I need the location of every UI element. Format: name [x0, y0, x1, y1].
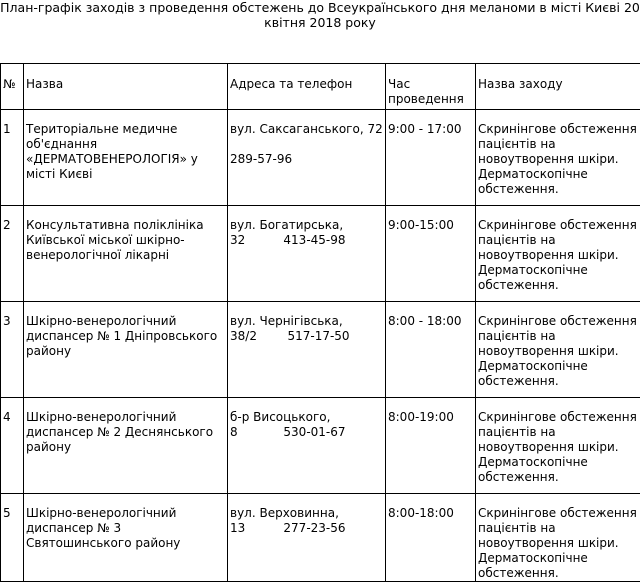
page-title	[0, 0, 640, 30]
row-event-line: пацієнтів на	[478, 521, 556, 535]
row-name-line: венерологічної лікарні	[26, 248, 170, 262]
row-name-line: диспансер № 2 Деснянського	[26, 425, 214, 439]
row-address	[228, 206, 386, 302]
row-address-street: вул. Чернігівська,	[230, 314, 343, 328]
row-address	[228, 494, 386, 582]
row-address-phone: 8 530-01-67	[230, 425, 346, 439]
row-name-line: об'єднання	[26, 137, 98, 151]
header-time	[386, 64, 476, 110]
row-name	[24, 494, 228, 582]
row-address-street: вул. Верховинна,	[230, 506, 339, 520]
table-row	[1, 110, 640, 206]
row-event-line: обстеження.	[478, 182, 559, 196]
header-time-line-2: проведення	[388, 92, 464, 106]
header-num: №	[1, 64, 24, 110]
row-event-line: обстеження.	[478, 278, 559, 292]
row-name-line: Шкірно-венерологічний	[26, 314, 177, 328]
row-name-line: району	[26, 344, 72, 358]
row-num: 4	[1, 398, 24, 494]
header-event: Назва заходу	[476, 64, 640, 110]
row-event-line: Дерматоскопічне	[478, 359, 588, 373]
row-event-line: новоутворення шкіри.	[478, 152, 619, 166]
page-title-line-1: План-графік заходів з проведення обстежень до Всеукраїнського дня меланоми в місті Києві 20	[0, 0, 640, 15]
row-time: 8:00-18:00	[386, 494, 476, 582]
table-row	[1, 398, 640, 494]
row-event-line: пацієнтів на	[478, 233, 556, 247]
row-event-line: пацієнтів на	[478, 425, 556, 439]
row-event-line: Скринінгове обстеження	[478, 506, 637, 520]
header-time-line-1: Час	[388, 77, 411, 91]
row-name-line: Консультативна поліклініка	[26, 218, 204, 232]
table-body	[1, 110, 640, 582]
row-event	[476, 110, 640, 206]
row-event-line: новоутворення шкіри.	[478, 248, 619, 262]
row-name-line: «ДЕРМАТОВЕНЕРОЛОГІЯ» у	[26, 152, 198, 166]
row-name	[24, 302, 228, 398]
row-event	[476, 494, 640, 582]
row-event-line: пацієнтів на	[478, 137, 556, 151]
header-address: Адреса та телефон	[228, 64, 386, 110]
schedule-table	[0, 63, 640, 582]
row-event-line: Дерматоскопічне	[478, 455, 588, 469]
row-address	[228, 110, 386, 206]
row-address	[228, 398, 386, 494]
row-address	[228, 302, 386, 398]
row-address-phone: 32 413-45-98	[230, 233, 346, 247]
row-event-line: Скринінгове обстеження	[478, 314, 637, 328]
row-name	[24, 206, 228, 302]
row-event-line: Дерматоскопічне	[478, 167, 588, 181]
row-address-phone: 13 277-23-56	[230, 521, 346, 535]
table-header-row	[1, 64, 640, 110]
row-address-street: вул. Саксаганського, 72	[230, 122, 383, 136]
row-num: 1	[1, 110, 24, 206]
row-event-line: обстеження.	[478, 470, 559, 484]
row-name-line: Шкірно-венерологічний	[26, 410, 177, 424]
row-event	[476, 302, 640, 398]
row-event-line: Скринінгове обстеження	[478, 122, 637, 136]
row-name-line: диспансер № 1 Дніпровського	[26, 329, 218, 343]
row-event-line: новоутворення шкіри.	[478, 440, 619, 454]
table-row	[1, 302, 640, 398]
row-address-gap	[230, 137, 385, 152]
row-name-line: Шкірно-венерологічний	[26, 506, 177, 520]
row-event-line: Дерматоскопічне	[478, 551, 588, 565]
page-title-line-2: квітня 2018 року	[264, 15, 376, 30]
row-name-line: району	[26, 440, 72, 454]
row-event-line: обстеження.	[478, 566, 559, 580]
row-event	[476, 206, 640, 302]
row-time: 8:00-19:00	[386, 398, 476, 494]
row-name	[24, 110, 228, 206]
row-name	[24, 398, 228, 494]
row-name-line: Святошинського району	[26, 536, 181, 550]
header-name: Назва	[24, 64, 228, 110]
row-address-phone: 38/2 517-17-50	[230, 329, 350, 343]
row-num: 5	[1, 494, 24, 582]
table-row	[1, 494, 640, 582]
row-event-line: новоутворення шкіри.	[478, 344, 619, 358]
row-event-line: пацієнтів на	[478, 329, 556, 343]
row-event-line: Скринінгове обстеження	[478, 218, 637, 232]
row-event	[476, 398, 640, 494]
table-row	[1, 206, 640, 302]
row-address-phone: 289-57-96	[230, 152, 293, 166]
row-event-line: Дерматоскопічне	[478, 263, 588, 277]
row-num: 2	[1, 206, 24, 302]
row-address-street: вул. Богатирська,	[230, 218, 344, 232]
row-name-line: місті Києві	[26, 167, 93, 181]
row-name-line: Територіальне медичне	[26, 122, 178, 136]
row-num: 3	[1, 302, 24, 398]
row-event-line: Скринінгове обстеження	[478, 410, 637, 424]
row-name-line: Київської міської шкірно-	[26, 233, 185, 247]
row-event-line: обстеження.	[478, 374, 559, 388]
row-name-line: диспансер № 3	[26, 521, 122, 535]
row-time: 8:00 - 18:00	[386, 302, 476, 398]
row-event-line: новоутворення шкіри.	[478, 536, 619, 550]
row-address-street: б-р Висоцького,	[230, 410, 331, 424]
row-time: 9:00-15:00	[386, 206, 476, 302]
row-time: 9:00 - 17:00	[386, 110, 476, 206]
